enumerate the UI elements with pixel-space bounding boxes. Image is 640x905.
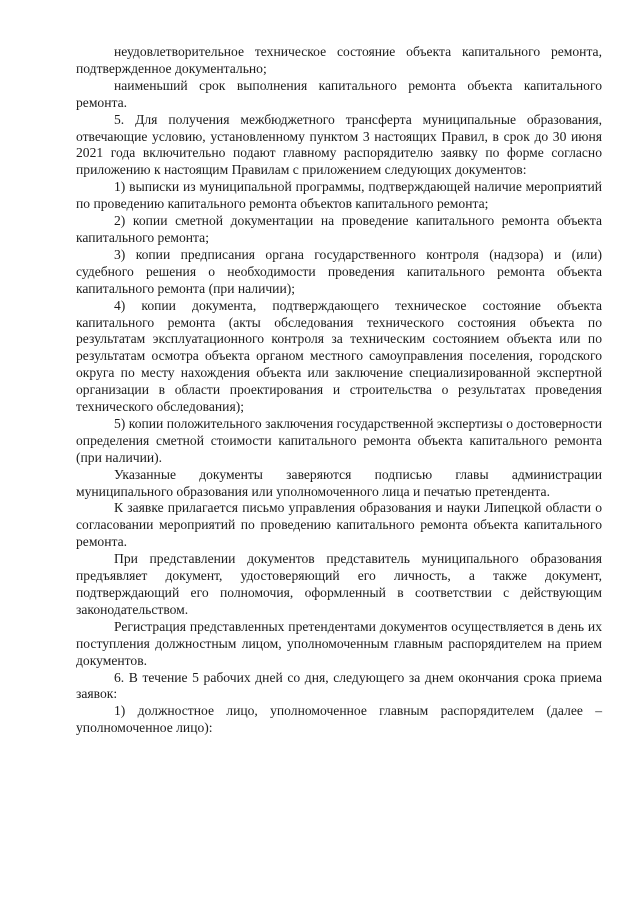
paragraph-item-5: 5. Для получения межбюджетного трансферта муниципальные образования, отвечающие условию, установленному пунктом 3 настоящих Правил, в срок до 30 июня 2021 года включительно подают главному распорядителю заявку по форме согласно приложению к настоящим Правилам с приложением следующих документов: (76, 111, 602, 178)
paragraph-shortest-term: наименьший срок выполнения капитального ремонта объекта капитального ремонта. (76, 77, 602, 110)
paragraph-registration: Регистрация представленных претендентами документов осуществляется в день их поступления должностным лицом, уполномоченным главным распорядителем на прием документов. (76, 618, 602, 668)
paragraph-item-6: 6. В течение 5 рабочих дней со дня, следующего за днем окончания срока приема заявок: (76, 669, 602, 702)
paragraph-doc-4: 4) копии документа, подтверждающего техническое состояние объекта капитального ремонта (акты обследования технического состояния объекта по результатам эксплуатационного контроля за техническим состоянием объекта или по результатам осмотра объекта органом местного самоуправления поселения, городского округа по месту нахождения объекта или заключение специализированной экспертной организации в области проектирования и строительства о результатах проведения технического обследования); (76, 297, 602, 415)
paragraph-doc-3: 3) копии предписания органа государственного контроля (надзора) и (или) судебного решения о необходимости проведения капитального ремонта объекта капитального ремонта (при наличии); (76, 246, 602, 296)
paragraph-doc-1: 1) выписки из муниципальной программы, подтверждающей наличие мероприятий по проведению капитального ремонта объектов капитального ремонта; (76, 179, 602, 212)
paragraph-representative: При представлении документов представитель муниципального образования предъявляет документ, удостоверяющий его личность, а также документ, подтверждающий его полномочия, оформленный в соответствии с действующим законодательством. (76, 551, 602, 617)
paragraph-doc-2: 2) копии сметной документации на проведение капитального ремонта объекта капитального ремонта; (76, 213, 602, 245)
document-page (76, 44, 602, 737)
paragraph-certification: Указанные документы заверяются подписью главы администрации муниципального образования или уполномоченного лица и печатью претендента. (76, 466, 602, 499)
paragraph-doc-5: 5) копии положительного заключения государственной экспертизы о достоверности определения сметной стоимости капитального ремонта объекта капитального ремонта (при наличии). (76, 415, 602, 465)
paragraph-item-6-1: 1) должностное лицо, уполномоченное главным распорядителем (далее – уполномоченное лицо): (76, 703, 602, 736)
paragraph-condition: неудовлетворительное техническое состояние объекта капитального ремонта, подтвержденное документально; (76, 44, 602, 76)
paragraph-letter: К заявке прилагается письмо управления образования и науки Липецкой области о согласовании мероприятий по проведению капитального ремонта объекта капитального ремонта. (76, 500, 602, 550)
